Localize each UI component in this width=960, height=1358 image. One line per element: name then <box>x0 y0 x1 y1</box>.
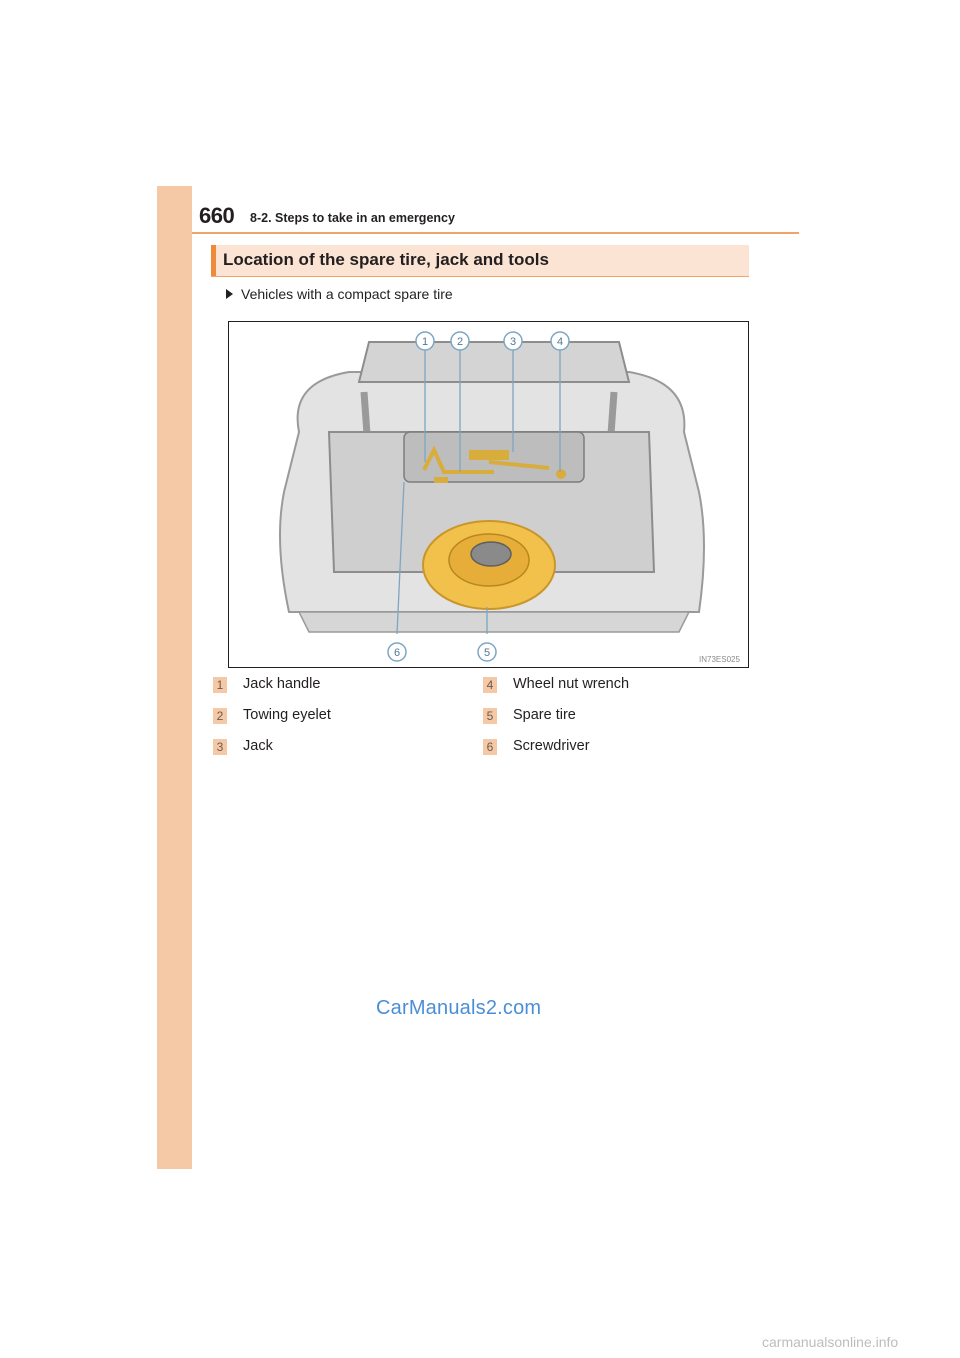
legend-number-badge: 1 <box>213 677 227 693</box>
legend-number-badge: 3 <box>213 739 227 755</box>
wrench-head-shape <box>556 469 566 479</box>
legend-label: Spare tire <box>513 707 576 723</box>
trunk-illustration <box>228 321 749 668</box>
callout-3: 3 <box>509 336 517 348</box>
trunk-lid <box>359 342 629 382</box>
callout-6: 6 <box>393 647 401 659</box>
legend-label: Towing eyelet <box>243 707 331 723</box>
rear-bumper <box>299 612 689 632</box>
spare-tire-hub <box>471 542 511 566</box>
jack-shape <box>469 450 509 460</box>
legend-number-badge: 5 <box>483 708 497 724</box>
header-rule <box>192 232 799 234</box>
section-accent-bar <box>211 245 216 276</box>
section-header <box>211 245 749 277</box>
legend-number-badge: 2 <box>213 708 227 724</box>
callout-5: 5 <box>483 647 491 659</box>
legend-label: Screwdriver <box>513 738 590 754</box>
legend-label: Jack <box>243 738 273 754</box>
triangle-bullet-icon <box>226 289 233 299</box>
bullet-item <box>226 286 453 302</box>
side-strip <box>157 186 192 1169</box>
legend-number-badge: 6 <box>483 739 497 755</box>
running-head: 8-2. Steps to take in an emergency <box>250 211 455 225</box>
bullet-text: Vehicles with a compact spare tire <box>241 286 453 302</box>
eyelet-shape <box>434 477 448 483</box>
watermark-link[interactable]: CarManuals2.com <box>376 997 542 1019</box>
trunk-illustration-svg <box>229 322 749 668</box>
callout-2: 2 <box>456 336 464 348</box>
figure-code: IN73ES025 <box>699 655 740 664</box>
callout-4: 4 <box>556 336 564 348</box>
section-title: Location of the spare tire, jack and tools <box>223 250 549 269</box>
legend-label: Wheel nut wrench <box>513 676 630 692</box>
footer-watermark: carmanualsonline.info <box>762 1334 899 1350</box>
callout-1: 1 <box>421 336 429 348</box>
legend-number-badge: 4 <box>483 677 497 693</box>
legend-label: Jack handle <box>243 676 321 692</box>
page-number: 660 <box>199 203 235 228</box>
